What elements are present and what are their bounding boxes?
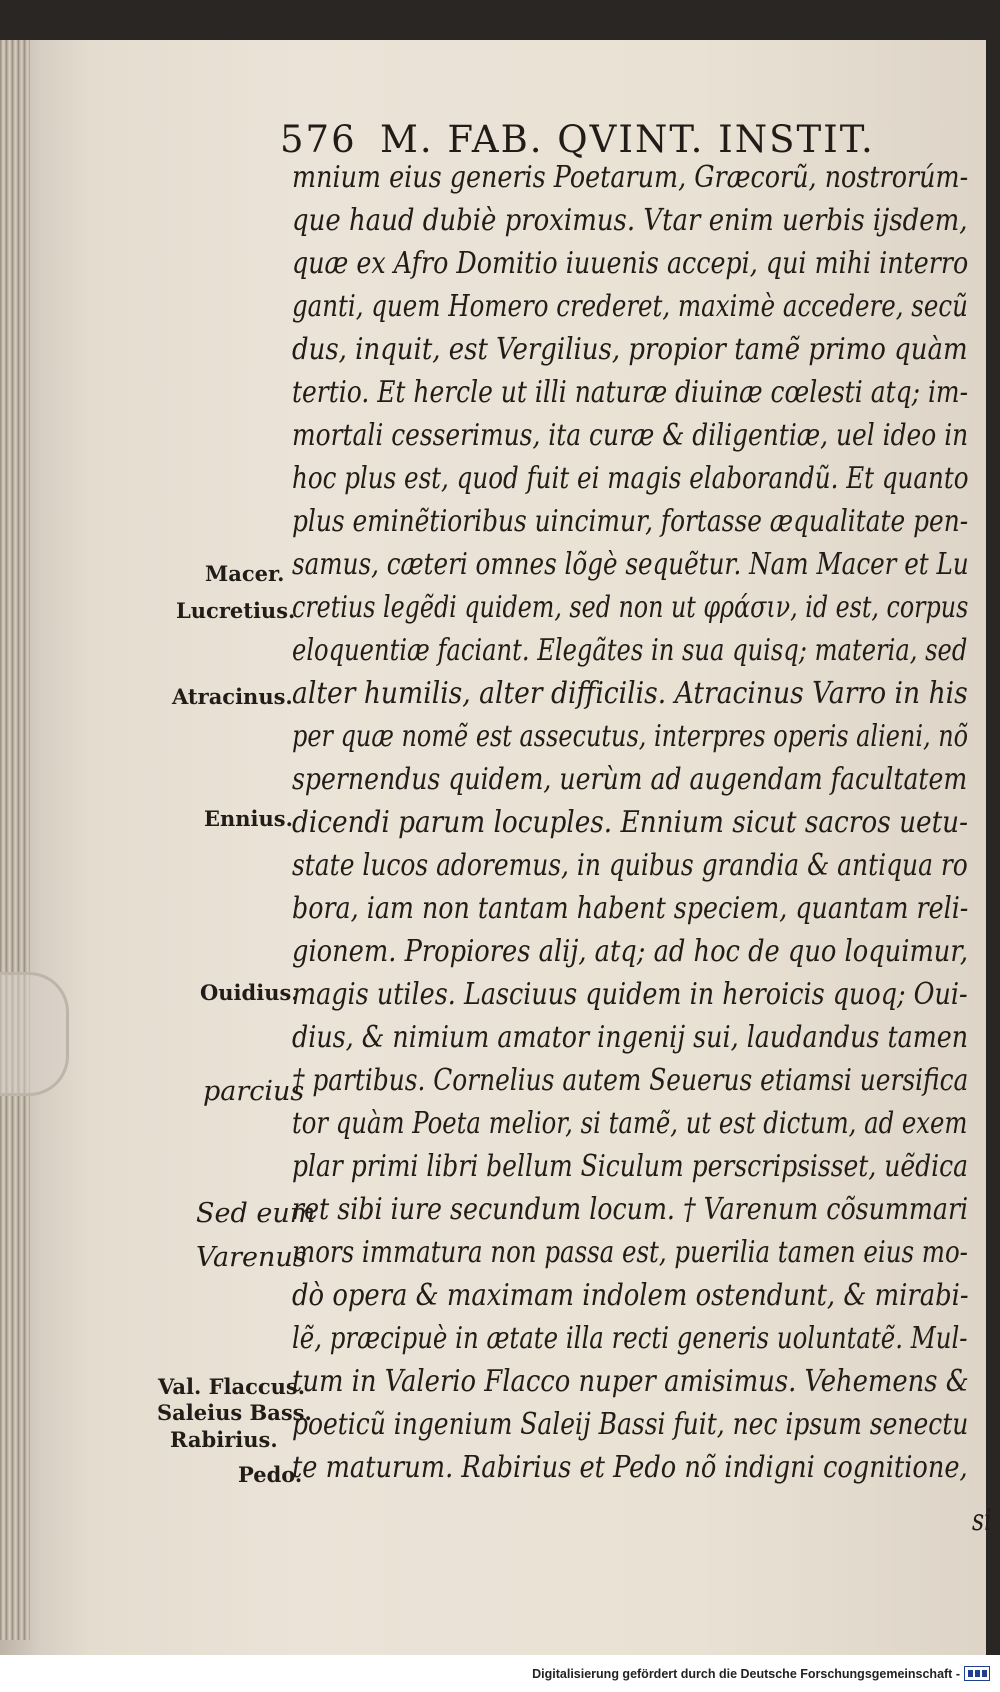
text-line: dus, inquit, est Vergilius, propior tamẽ primo quàm bbox=[292, 332, 968, 366]
dfg-logo-icon bbox=[964, 1666, 990, 1681]
text-line: ganti, quem Homero crederet, maximè accedere, secũ bbox=[292, 289, 968, 323]
text-line: mortali cesserimus, ita curæ & diligentiæ, uel ideo in bbox=[292, 418, 969, 452]
handwritten-margin-note: parcius bbox=[203, 1076, 305, 1107]
text-line: lẽ, præcipuè in ætate illa recti generis uoluntatẽ. Mul- bbox=[292, 1321, 968, 1355]
handwritten-margin-note: Varenus bbox=[196, 1242, 307, 1273]
text-line: samus, cæteri omnes lõgè sequẽtur. Nam Macer et Lu bbox=[292, 547, 969, 581]
margin-note: Pedo. bbox=[238, 1462, 303, 1487]
catchword: si bbox=[972, 1503, 992, 1537]
digitization-footer bbox=[0, 1655, 1000, 1692]
text-line: plar primi libri bellum Siculum perscripsisset, uẽdica bbox=[292, 1149, 968, 1183]
text-line: † partibus. Cornelius autem Seuerus etiamsi uersifica bbox=[292, 1063, 969, 1097]
text-line: per quæ nomẽ est assecutus, interpres operis alieni, nõ bbox=[292, 719, 969, 753]
handwritten-margin-note: Sed eum bbox=[196, 1198, 316, 1229]
text-line: tor quàm Poeta melior, si tamẽ, ut est dictum, ad exem bbox=[292, 1106, 968, 1140]
running-head-title: M. FAB. QVINT. INSTIT. bbox=[380, 118, 875, 161]
text-line: dicendi parum locuples. Ennium sicut sacros uetu- bbox=[292, 805, 969, 839]
text-line: quæ ex Afro Domitio iuuenis accepi, qui mihi interro bbox=[292, 246, 969, 280]
margin-note: Rabirius. bbox=[170, 1427, 278, 1452]
margin-note: Saleius Bass. bbox=[157, 1400, 312, 1425]
margin-note: Val. Flaccus. bbox=[158, 1374, 306, 1399]
text-line: magis utiles. Lasciuus quidem in heroicis quoq; Oui- bbox=[292, 977, 968, 1011]
text-line: dò opera & maximam indolem ostendunt, & mirabi- bbox=[292, 1278, 969, 1312]
text-line: poeticũ ingenium Saleij Bassi fuit, nec ipsum senectu bbox=[292, 1407, 969, 1441]
text-line: tertio. Et hercle ut illi naturæ diuinæ cœlesti atq; im- bbox=[292, 375, 969, 409]
text-line: te maturum. Rabirius et Pedo nõ indigni cognitione, bbox=[292, 1450, 968, 1484]
page-number: 576 bbox=[280, 118, 357, 161]
margin-note: Ouidius. bbox=[200, 980, 299, 1005]
text-line: cretius legẽdi quidem, sed non ut φράσιν, id est, corpus bbox=[292, 590, 969, 624]
margin-note: Ennius. bbox=[204, 806, 293, 831]
text-line: spernendus quidem, uerùm ad augendam facultatem bbox=[292, 762, 968, 796]
text-line: ret sibi iure secundum locum. † Varenum cõsummari bbox=[292, 1192, 969, 1226]
margin-note: Lucretius. bbox=[176, 598, 296, 623]
margin-note: Atracinus. bbox=[172, 684, 293, 709]
text-line: alter humilis, alter difficilis. Atracinus Varro in his bbox=[292, 676, 968, 710]
text-line: tum in Valerio Flacco nuper amisimus. Vehemens & bbox=[292, 1364, 969, 1398]
text-line: mnium eius generis Poetarum, Græcorũ, nostrorúm- bbox=[292, 160, 969, 194]
text-line: eloquentiæ faciant. Elegãtes in sua quisq; materia, sed bbox=[292, 633, 968, 667]
funding-credit: Digitalisierung gefördert durch die Deutsche Forschungsgemeinschaft - bbox=[532, 1667, 960, 1681]
text-line: hoc plus est, quod fuit ei magis elaborandũ. Et quanto bbox=[292, 461, 969, 495]
text-line: state lucos adoremus, in quibus grandia & antiqua ro bbox=[292, 848, 968, 882]
text-line: dius, & nimium amator ingenij sui, laudandus tamen bbox=[292, 1020, 969, 1054]
text-line: gionem. Propiores alij, atq; ad hoc de quo loquimur, bbox=[292, 934, 968, 968]
text-line: que haud dubiè proximus. Vtar enim uerbis ijsdem, bbox=[292, 203, 968, 237]
text-line: plus eminẽtioribus uincimur, fortasse æqualitate pen- bbox=[292, 504, 969, 538]
margin-note: Macer. bbox=[205, 561, 285, 586]
text-line: mors immatura non passa est, puerilia tamen eius mo- bbox=[292, 1235, 968, 1269]
text-line: bora, iam non tantam habent speciem, quantam reli- bbox=[292, 891, 969, 925]
